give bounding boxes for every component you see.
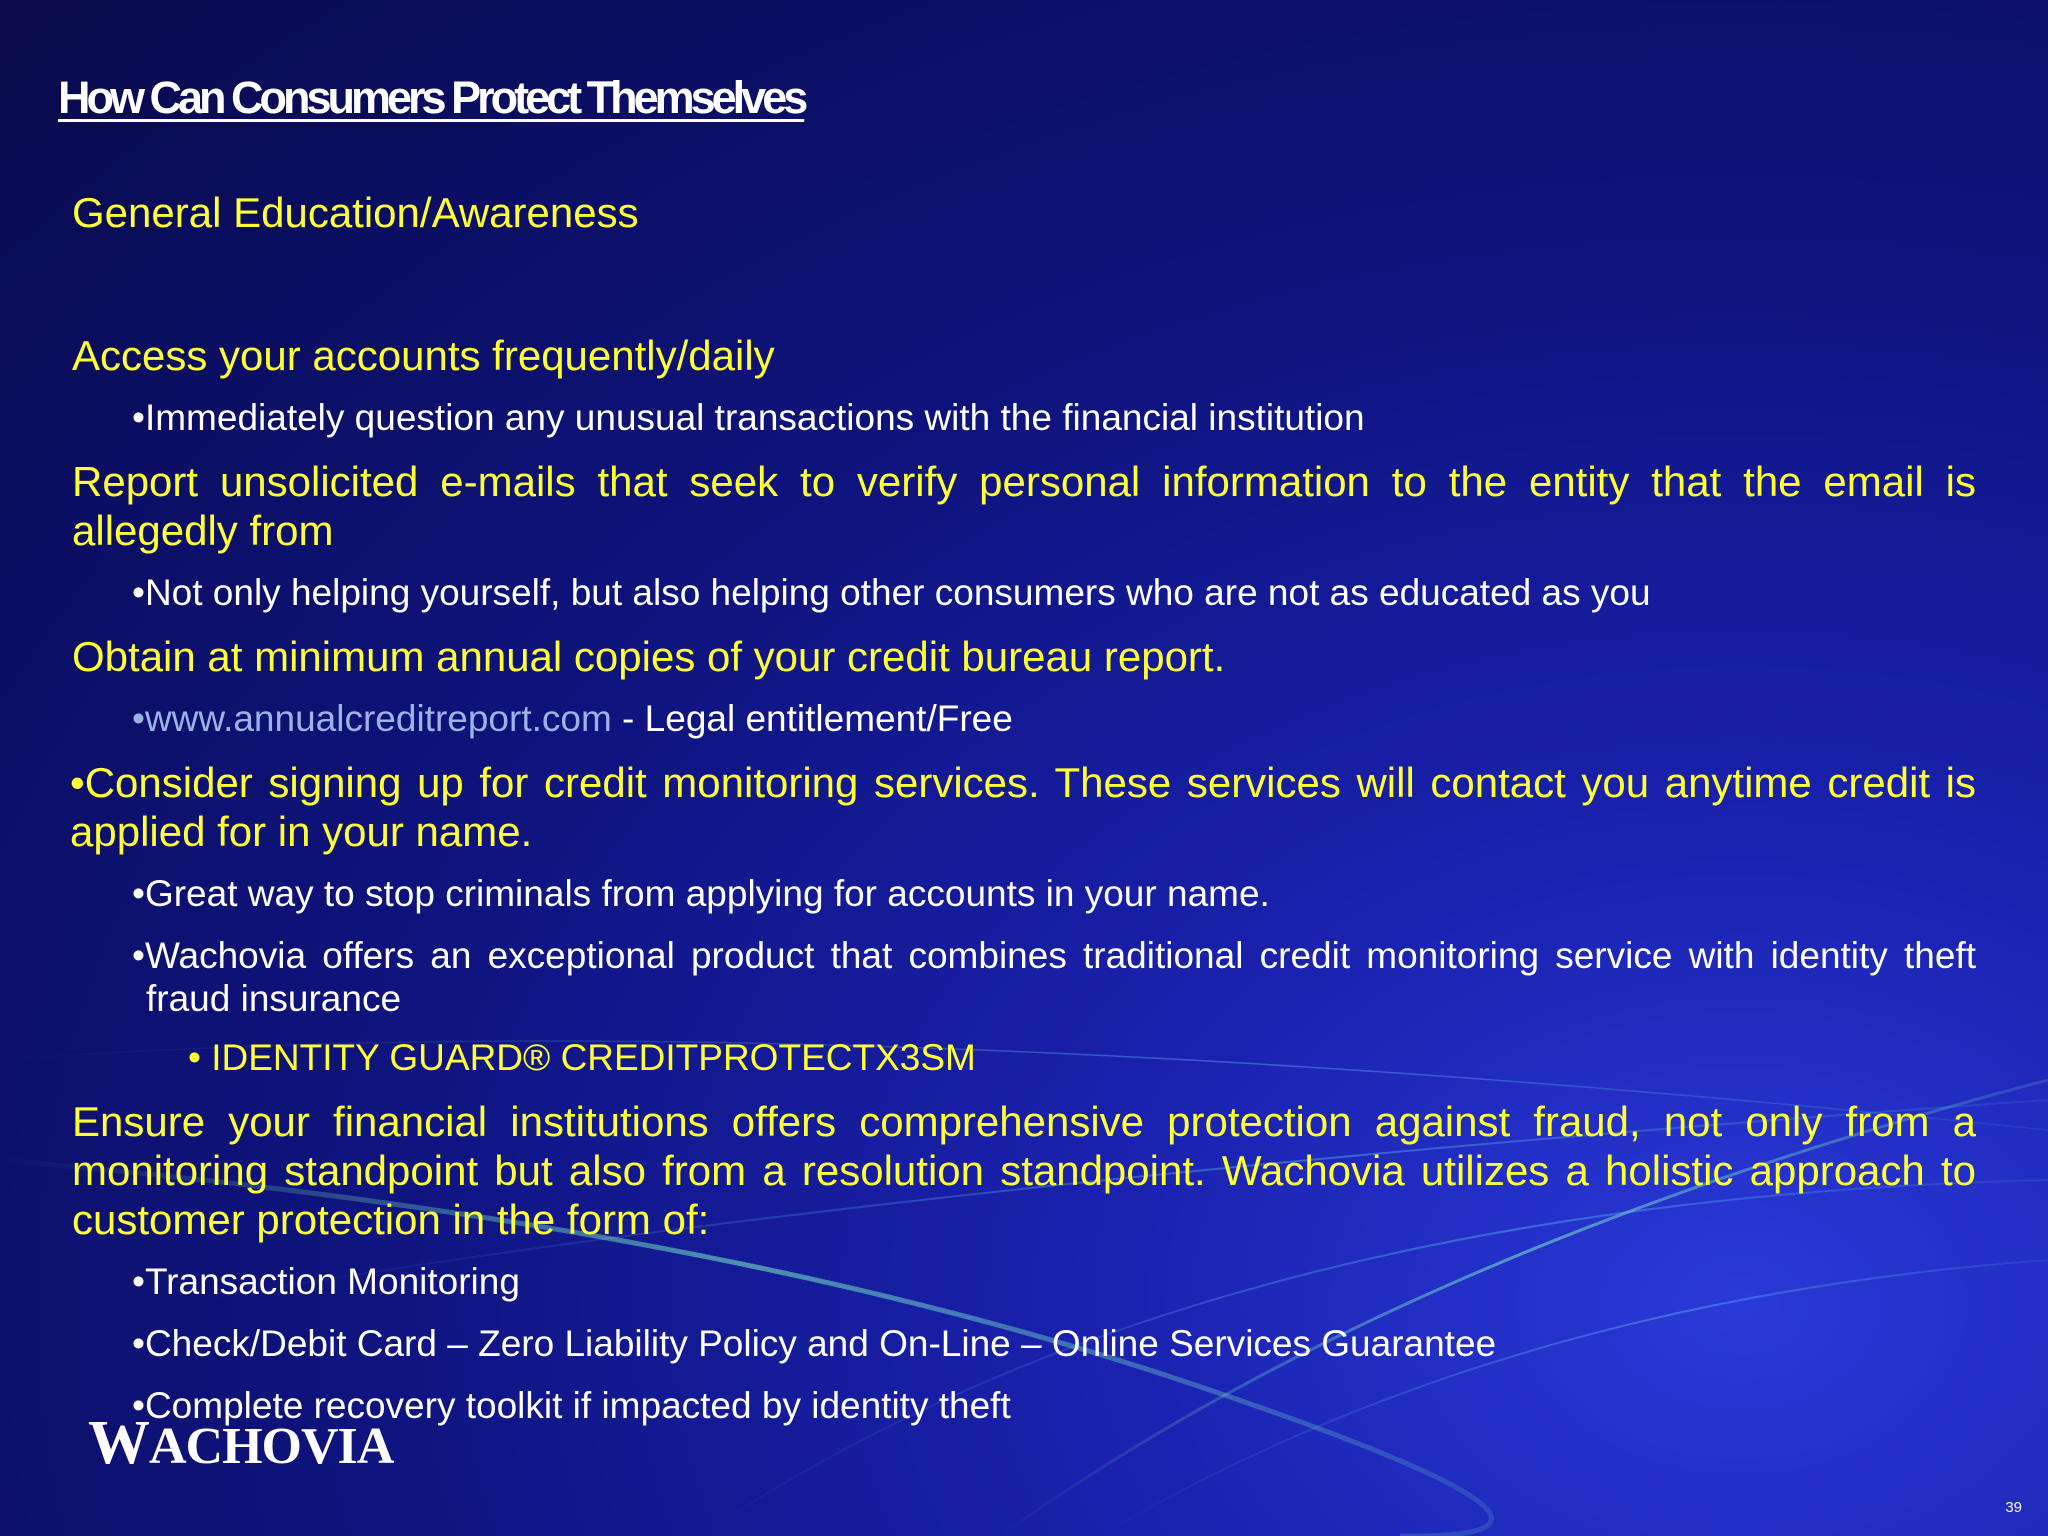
bullet-credit-report: Obtain at minimum annual copies of your credit bureau report. xyxy=(72,633,1226,680)
sub-bullet-helping-consumers: •Not only helping yourself, but also helping other consumers who are not as educated as you xyxy=(132,572,1651,613)
sub-bullet-recovery-toolkit: •Complete recovery toolkit if impacted by identity theft xyxy=(132,1385,1011,1426)
slide-title: How Can Consumers Protect Themselves xyxy=(58,72,805,123)
sub-bullet-wachovia-product: •Wachovia offers an exceptional product that combines traditional credit monitoring service with identity theft fraud insurance xyxy=(132,935,1976,1019)
sub-sub-bullet-identity-guard: • IDENTITY GUARD® CREDITPROTECTX3SM xyxy=(188,1037,976,1078)
annualcreditreport-link[interactable]: •www.annualcreditreport.com xyxy=(132,698,612,739)
bullet-financial-protection: Ensure your financial institutions offers comprehensive protection against fraud, not only from a monitoring standpoint but also from a resolution standpoint. Wachovia utilizes a holistic approach to customer protection in the form of: xyxy=(72,1098,1976,1243)
sub-bullet-annualcreditreport xyxy=(72,697,1976,740)
sub-bullet-transaction-monitoring: •Transaction Monitoring xyxy=(132,1261,520,1302)
logo-rest: ACHOVIA xyxy=(149,1418,394,1475)
section-heading: General Education/Awareness xyxy=(72,189,639,236)
bullet-credit-monitoring: •Consider signing up for credit monitoring services. These services will contact you anytime credit is applied for in your name. xyxy=(70,759,1976,855)
sub-bullet-question-transactions: •Immediately question any unusual transactions with the financial institution xyxy=(132,397,1365,438)
wachovia-logo xyxy=(88,1408,393,1479)
slide-content xyxy=(72,188,1976,1427)
bullet-report-emails: Report unsolicited e-mails that seek to verify personal information to the entity that the email is allegedly from xyxy=(72,458,1976,554)
bullet-access-accounts: Access your accounts frequently/daily xyxy=(72,332,775,379)
sub-bullet-stop-criminals: •Great way to stop criminals from applying for accounts in your name. xyxy=(132,873,1270,914)
logo-initial: W xyxy=(88,1409,149,1477)
annualcreditreport-note: - Legal entitlement/Free xyxy=(611,698,1013,739)
sub-bullet-zero-liability: •Check/Debit Card – Zero Liability Policy and On-Line – Online Services Guarantee xyxy=(132,1323,1497,1364)
spacer xyxy=(72,237,1976,331)
page-number: 39 xyxy=(2005,1499,2022,1516)
